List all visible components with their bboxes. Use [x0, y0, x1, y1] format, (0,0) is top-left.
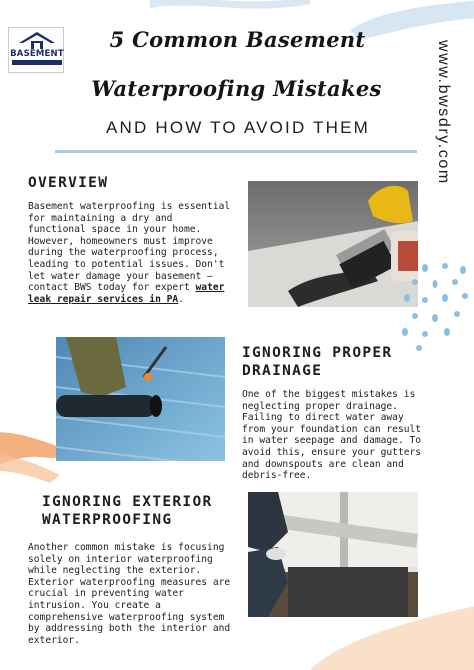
photo-brush-sealant: [248, 181, 418, 307]
section-heading-exterior: IGNORING EXTERIOR WATERPROOFING: [42, 494, 213, 528]
logo-wordmark: BASEMENT: [10, 49, 64, 59]
water-droplets-decoration: [395, 262, 474, 352]
section-heading-drainage: IGNORING PROPER DRAINAGE: [242, 345, 393, 379]
page-title-line2: Waterproofing Mistakes: [91, 76, 382, 101]
company-logo[interactable]: [8, 27, 64, 73]
photo-exterior-installation: [248, 492, 418, 617]
overview-paragraph: [28, 201, 233, 305]
drainage-paragraph: One of the biggest mistakes is neglecting proper drainage. Failing to direct water away from your foundation can result in water seepage and damage. To avoid this, ensure your gutters and downspouts are clean and debris-free.: [242, 389, 422, 482]
decorative-brush-stroke: [150, 0, 310, 20]
logo-bar: [12, 60, 62, 65]
page-title: 5 Common Basement: [109, 27, 366, 52]
exterior-paragraph: Another common mistake is focusing solely on interior waterproofing while neglecting the exterior. Exterior waterproofing measures are crucial in preventing water intrusion. You create a comprehensive waterproofing system by addressing both the interior and exterior.: [28, 542, 231, 646]
website-url[interactable]: [418, 40, 468, 200]
overview-body: Basement waterproofing is essential for maintaining a dry and functional space in your home. However, homeowners must improve during the waterproofing process, leading to potential issues. Don't let water damage your basement – contact BWS today for expert: [28, 201, 231, 294]
water-leak-repair-link[interactable]: water leak repair services in PA: [28, 282, 225, 305]
title-divider: [55, 150, 417, 153]
overview-tail: .: [178, 293, 184, 305]
house-icon: [17, 31, 57, 49]
section-heading-overview: OVERVIEW: [28, 175, 109, 191]
website-url-text[interactable]: www.bwsdry.com: [435, 40, 452, 185]
page-subtitle: AND HOW TO AVOID THEM: [105, 118, 371, 137]
photo-roofing-roller: [56, 337, 225, 461]
